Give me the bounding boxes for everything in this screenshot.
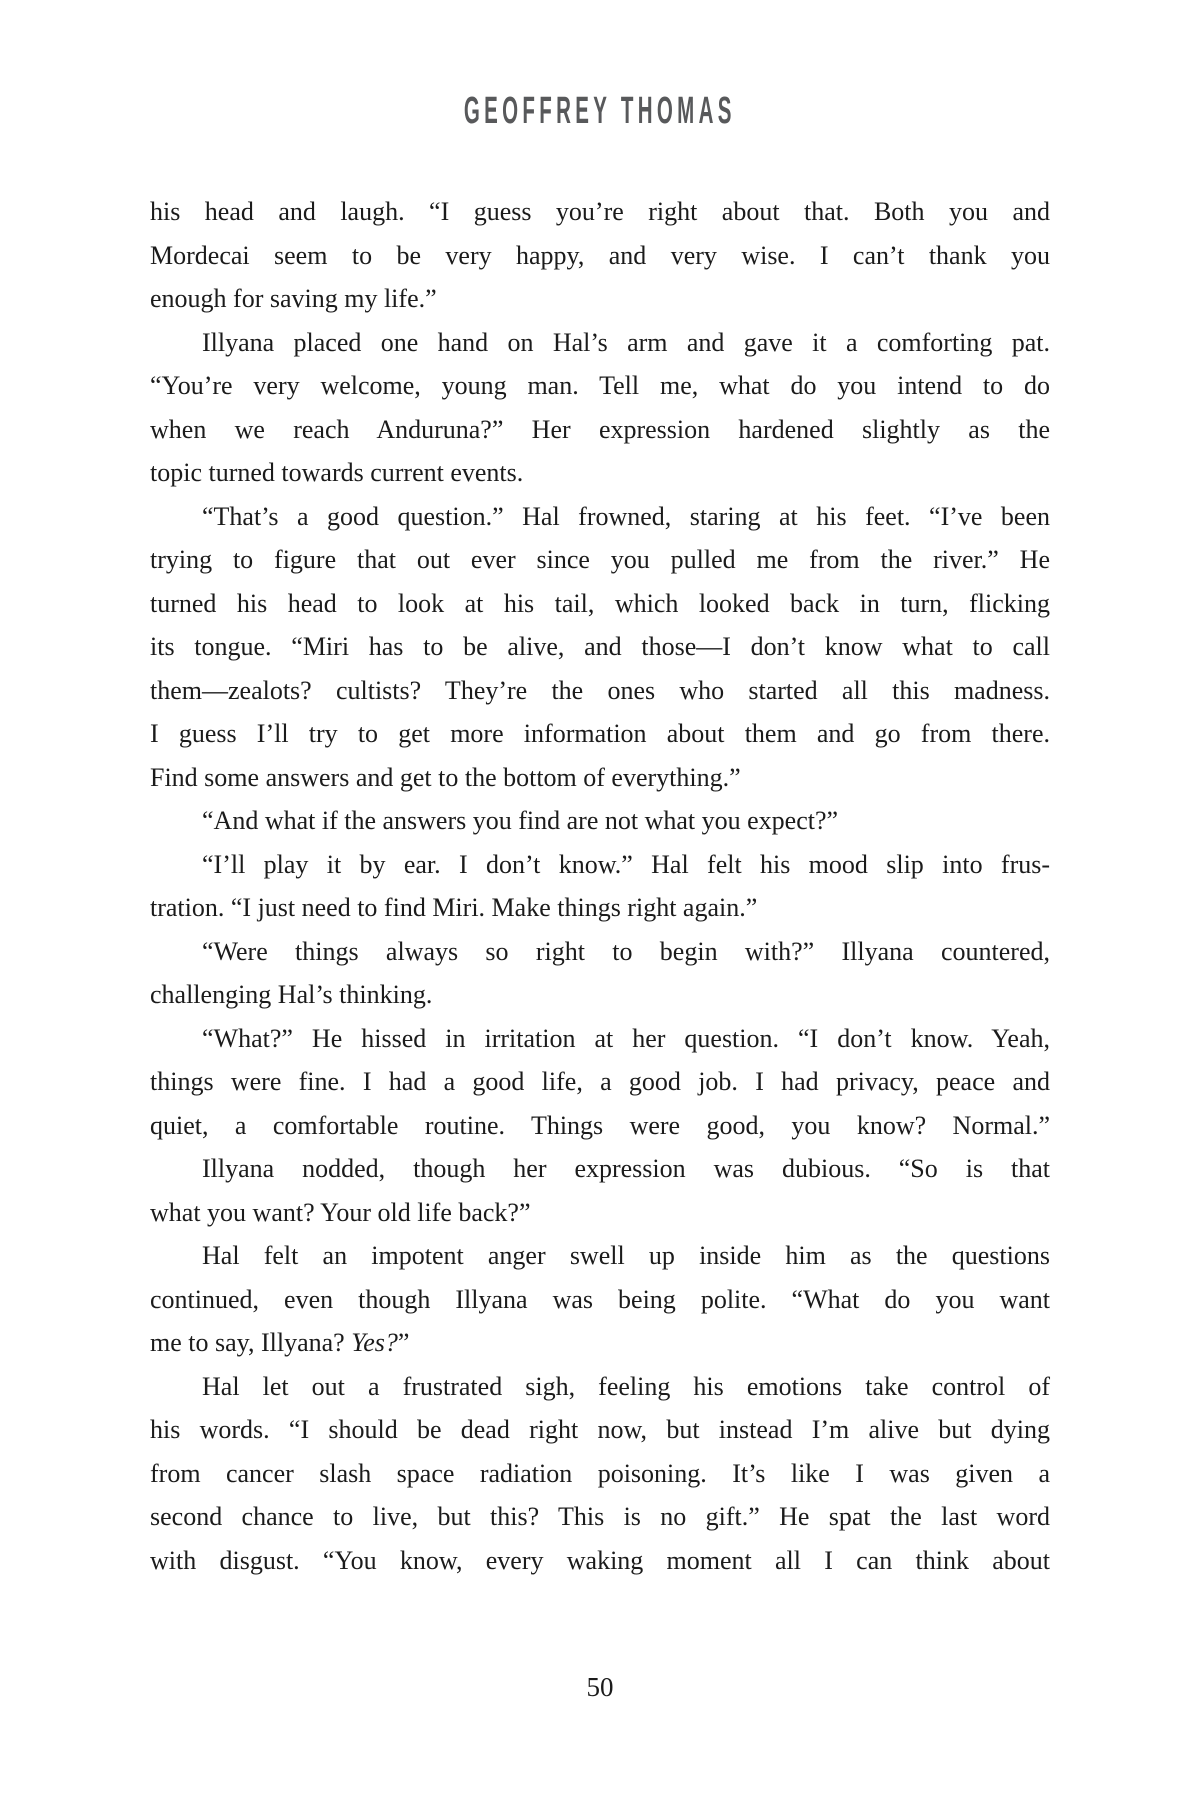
text-line: Find some answers and get to the bottom of everything.” xyxy=(150,762,741,792)
text-line: Hal felt an impotent anger swell up inside him as the questions xyxy=(202,1241,1050,1270)
text-line: I guess I’ll try to get more information about them and go from there. xyxy=(150,719,1050,748)
text-line: “That’s a good question.” Hal frowned, staring at his feet. “I’ve been xyxy=(202,501,1050,531)
text-line: his words. “I should be dead right now, but instead I’m alive but dying xyxy=(150,1415,1050,1444)
text-line: quiet, a comfortable routine. Things were good, you know? Normal.” xyxy=(150,1110,1050,1140)
text-line: second chance to live, but this? This is no gift.” He spat the last word xyxy=(150,1502,1050,1531)
text-line: when we reach Anduruna?” Her expression hardened slightly as the xyxy=(150,414,1050,444)
text-line: them—zealots? cultists? They’re the ones who started all this madness. xyxy=(150,675,1050,705)
page-number: 50 xyxy=(586,1672,614,1702)
text-line: turned his head to look at his tail, which looked back in turn, flicking xyxy=(150,588,1050,618)
text-line: Mordecai seem to be very happy, and very wise. I can’t thank you xyxy=(150,240,1050,270)
text-line: from cancer slash space radiation poisoning. It’s like I was given a xyxy=(150,1458,1050,1488)
running-header xyxy=(0,90,1200,133)
text-line: topic turned towards current events. xyxy=(150,458,524,487)
text-line: challenging Hal’s thinking. xyxy=(150,980,433,1009)
text-line: tration. “I just need to find Miri. Make things right again.” xyxy=(150,893,758,922)
body-text xyxy=(150,190,1050,1582)
text-line: Hal let out a frustrated sigh, feeling his emotions take control of xyxy=(202,1371,1050,1401)
text-line: enough for saving my life.” xyxy=(150,284,437,313)
text-line: trying to figure that out ever since you pulled me from the river.” He xyxy=(150,545,1050,574)
text-line: what you want? Your old life back?” xyxy=(150,1197,531,1227)
text-line: “And what if the answers you find are not what you expect?” xyxy=(202,806,839,835)
text-line: “I’ll play it by ear. I don’t know.” Hal felt his mood slip into frus- xyxy=(202,849,1050,879)
text-line: Illyana nodded, though her expression was dubious. “So is that xyxy=(202,1154,1050,1183)
text-line: “You’re very welcome, young man. Tell me, what do you intend to do xyxy=(150,371,1050,400)
text-line: Illyana placed one hand on Hal’s arm and gave it a comforting pat. xyxy=(202,327,1050,357)
text-line: “Were things always so right to begin with?” Illyana countered, xyxy=(202,936,1050,966)
text-line: with disgust. “You know, every waking moment all I can think about xyxy=(150,1545,1050,1575)
text-line: things were fine. I had a good life, a good job. I had privacy, peace and xyxy=(150,1067,1050,1096)
text-line: “What?” He hissed in irritation at her question. “I don’t know. Yeah, xyxy=(202,1023,1050,1053)
text-line: me to say, Illyana? Yes?” xyxy=(150,1328,410,1357)
text-line: his head and laugh. “I guess you’re right about that. Both you and xyxy=(150,197,1050,226)
author-name: GEOFFREY THOMAS xyxy=(464,90,736,132)
text-line: its tongue. “Miri has to be alive, and those—I don’t know what to call xyxy=(150,632,1050,661)
text-line: continued, even though Illyana was being polite. “What do you want xyxy=(150,1284,1050,1314)
